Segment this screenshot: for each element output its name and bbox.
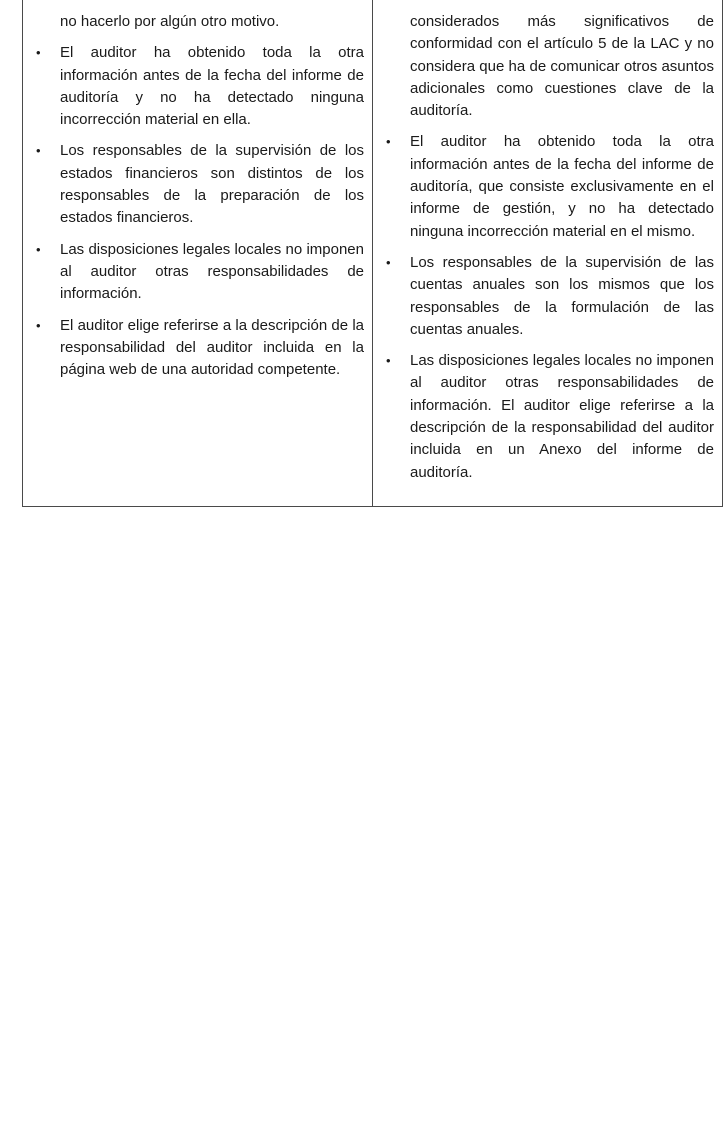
bullet-icon: •: [36, 317, 41, 333]
left-bullet-item: [36, 315, 364, 382]
right-bullet-item: [386, 252, 714, 341]
bullet-icon: •: [36, 241, 41, 257]
left-bullet-text: El auditor elige referirse a la descripción de la responsabilidad del auditor incluida en la página web de una autoridad competente.: [60, 316, 364, 379]
right-table-cell: [373, 0, 722, 506]
comparison-table: [22, 0, 723, 507]
right-bullet-text: Las disposiciones legales locales no imponen al auditor otras responsabilidades de información. El auditor elige referirse a la descripción de la responsabilidad del auditor incluida en un Anexo del informe de auditoría.: [410, 352, 714, 481]
bullet-icon: •: [386, 134, 391, 150]
right-bullet-item: [386, 350, 714, 484]
right-continuation-text: considerados más significativos de conformidad con el artículo 5 de la LAC y no considera que ha de comunicar otros asuntos adicionales como cuestiones clave de la auditoría.: [410, 13, 714, 120]
left-table-cell: [23, 0, 373, 506]
left-bullet-item: [36, 239, 364, 306]
left-bullet-item: [36, 140, 364, 229]
left-bullet-text: Las disposiciones legales locales no imponen al auditor otras responsabilidades de información.: [60, 240, 364, 303]
left-continuation-text: no hacerlo por algún otro motivo.: [60, 13, 280, 30]
left-bullet-item: [36, 42, 364, 131]
bullet-icon: •: [386, 254, 391, 270]
bullet-icon: •: [386, 353, 391, 369]
bullet-icon: •: [36, 143, 41, 159]
bullet-icon: •: [36, 45, 41, 61]
left-bullet-text: El auditor ha obtenido toda la otra información antes de la fecha del informe de auditoría y no ha detectado ninguna incorrección material en ella.: [60, 44, 364, 129]
right-bullet-item: [386, 131, 714, 242]
right-bullet-text: El auditor ha obtenido toda la otra información antes de la fecha del informe de auditoría, que consiste exclusivamente en el informe de gestión, y no ha detectado ninguna incorrección material en el mismo.: [410, 133, 714, 240]
left-bullet-text: Los responsables de la supervisión de los estados financieros son distintos de los responsables de la preparación de los estados financieros.: [60, 142, 364, 227]
right-bullet-text: Los responsables de la supervisión de las cuentas anuales son los mismos que los responsables de la formulación de las cuentas anuales.: [410, 253, 714, 338]
